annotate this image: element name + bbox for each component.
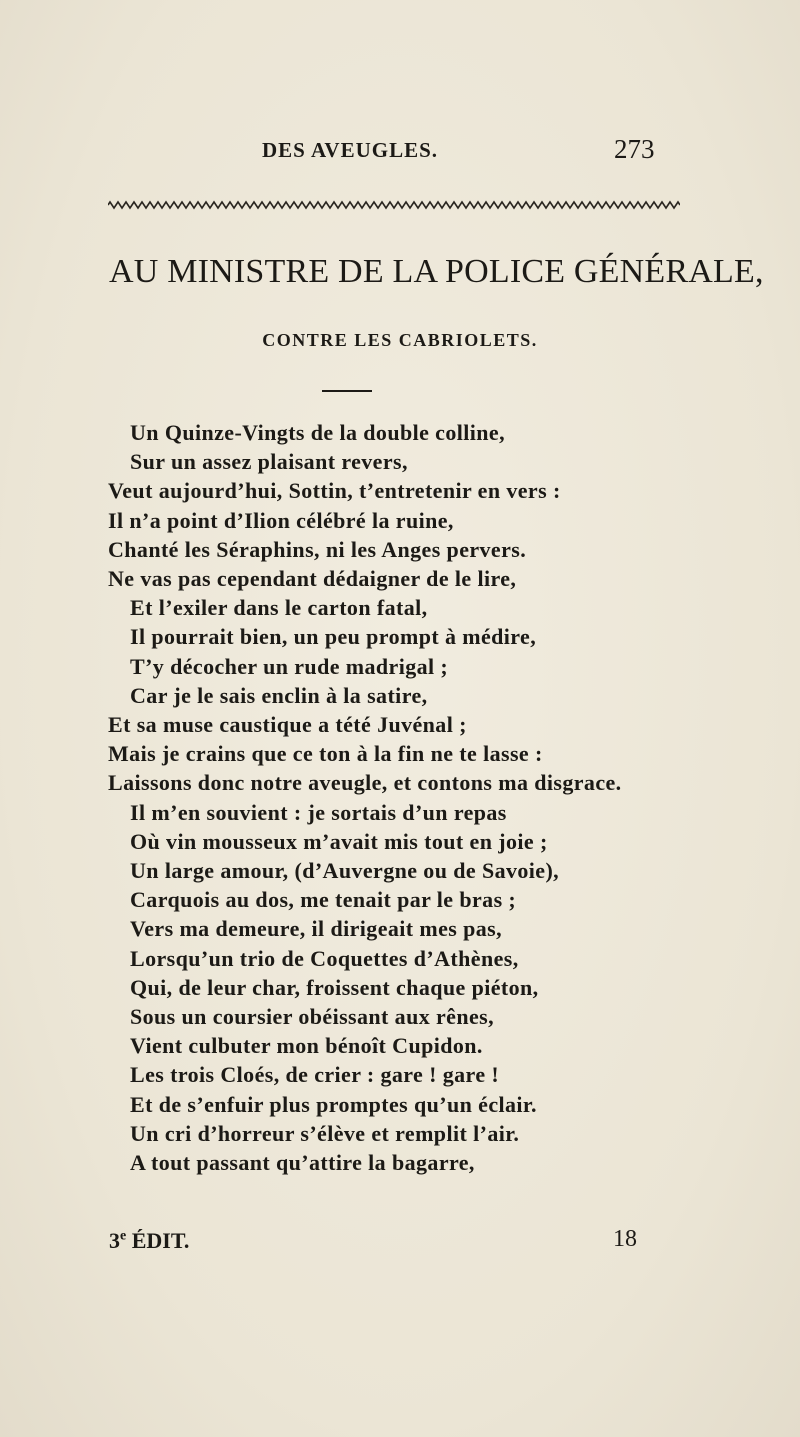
edition-number: 3: [109, 1228, 120, 1253]
poem-line: Un Quinze-Vingts de la double colline,: [130, 420, 505, 445]
poem-line: Et sa muse caustique a tété Juvénal ;: [108, 712, 467, 737]
page-number: 273: [614, 134, 655, 164]
poem-line: Un large amour, (d’Auvergne ou de Savoie),: [130, 858, 560, 883]
poem-line: A tout passant qu’attire la bagarre,: [130, 1150, 475, 1175]
poem-line: Vers ma demeure, il dirigeait mes pas,: [130, 916, 503, 942]
poem-line: Qui, de leur char, froissent chaque piéton,: [130, 974, 539, 1000]
poem-line: Ne vas pas cependant dédaigner de le lire,: [108, 566, 517, 591]
poem-line: Car je le sais enclin à la satire,: [130, 682, 428, 708]
decorative-wave-rule: [108, 200, 680, 210]
running-head: DES AVEUGLES.: [262, 138, 439, 162]
poem-line: Et l’exiler dans le carton fatal,: [130, 595, 428, 621]
poem-line: T’y décocher un rude madrigal ;: [130, 653, 449, 679]
signature-mark: 18: [613, 1226, 637, 1252]
poem-line: Veut aujourd’hui, Sottin, t’entretenir en vers :: [108, 478, 561, 504]
edition-footer: [109, 1228, 189, 1254]
edition-suffix: e: [120, 1228, 127, 1244]
poem-title: AU MINISTRE DE LA POLICE GÉNÉRALE,: [109, 253, 764, 290]
poem-line: Mais je crains que ce ton à la fin ne te lasse :: [108, 741, 543, 767]
poem-line: Il pourrait bien, un peu prompt à médire,: [130, 624, 537, 650]
poem-line: Où vin mousseux m’avait mis tout en joie ;: [130, 828, 548, 854]
poem-line: Carquois au dos, me tenait par le bras ;: [130, 887, 517, 913]
poem-subtitle: CONTRE LES CABRIOLETS.: [262, 330, 538, 350]
poem-line: Chanté les Séraphins, ni les Anges pervers.: [108, 536, 527, 562]
poem-line: Sur un assez plaisant revers,: [130, 449, 408, 475]
edition-label: ÉDIT.: [131, 1228, 190, 1253]
poem-line: Il n’a point d’Ilion célébré la ruine,: [108, 507, 454, 533]
poem-line: Sous un coursier obéissant aux rênes,: [130, 1004, 494, 1029]
poem-line: Laissons donc notre aveugle, et contons ma disgrace.: [108, 770, 622, 796]
poem-line: Vient culbuter mon bénoît Cupidon.: [130, 1033, 483, 1059]
poem-line: Et de s’enfuir plus promptes qu’un éclair.: [130, 1091, 537, 1117]
title-rule: [322, 390, 372, 392]
poem-line: Il m’en souvient : je sortais d’un repas: [130, 799, 507, 825]
poem-line: Lorsqu’un trio de Coquettes d’Athènes,: [130, 945, 519, 971]
poem-line: Les trois Cloés, de crier : gare ! gare !: [130, 1062, 500, 1088]
poem-line: Un cri d’horreur s’élève et remplit l’air.: [130, 1120, 520, 1146]
